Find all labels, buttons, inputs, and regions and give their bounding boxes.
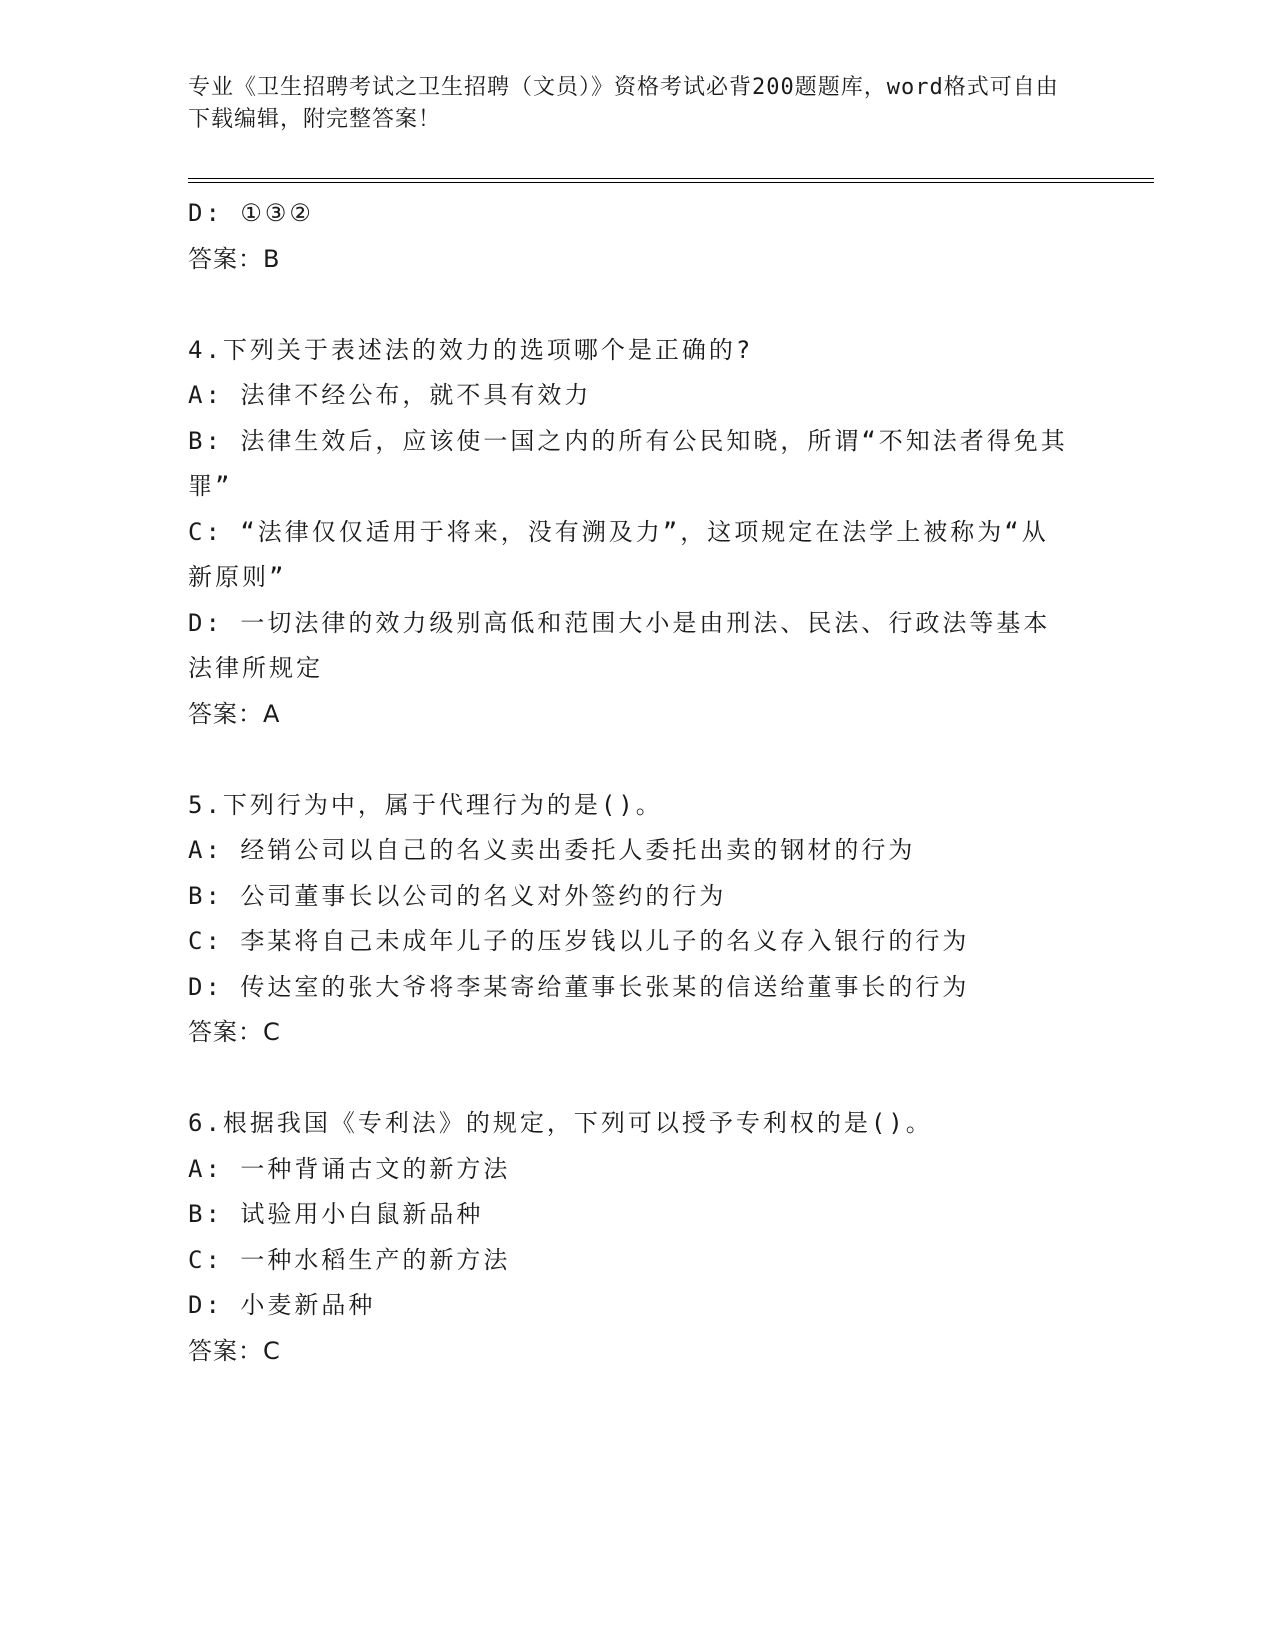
answer-line: 答案：C xyxy=(188,1336,281,1365)
answer-line: 答案：B xyxy=(188,244,281,273)
option-d: D: 传达室的张大爷将李某寄给董事长张某的信送给董事长的行为 xyxy=(188,972,970,1001)
option-b: B: 法律生效后，应该使一国之内的所有公民知晓，所谓“不知法者得免其罪” xyxy=(188,426,1068,500)
answer-line: 答案：A xyxy=(188,699,281,728)
option-a: A: 一种背诵古文的新方法 xyxy=(188,1154,511,1183)
option-b: B: 公司董事长以公司的名义对外签约的行为 xyxy=(188,881,727,910)
header-title: 专业《卫生招聘考试之卫生招聘（文员）》资格考试必背200题题库，word格式可自由下载编辑，附完整答案！ xyxy=(188,75,1059,132)
option-c: C: “法律仅仅适用于将来，没有溯及力”，这项规定在法学上被称为“从新原则” xyxy=(188,517,1049,591)
question-content xyxy=(188,191,1068,1374)
option-c: C: 李某将自己未成年儿子的压岁钱以儿子的名义存入银行的行为 xyxy=(188,927,970,955)
spacer xyxy=(188,282,1068,328)
question-block-5 xyxy=(188,783,1068,1056)
question-stem: 4.下列关于表述法的效力的选项哪个是正确的? xyxy=(188,335,754,364)
option-b: B: 试验用小白鼠新品种 xyxy=(188,1200,484,1228)
question-block-4 xyxy=(188,328,1068,738)
option-a: A: 经销公司以自己的名义卖出委托人委托出卖的钢材的行为 xyxy=(188,836,916,864)
question-stem: 5.下列行为中，属于代理行为的是()。 xyxy=(188,790,663,819)
question-stem: 6.根据我国《专利法》的规定，下列可以授予专利权的是()。 xyxy=(188,1109,933,1137)
option-c: C: 一种水稻生产的新方法 xyxy=(188,1245,511,1274)
spacer xyxy=(188,1056,1068,1102)
page-header xyxy=(188,72,1068,136)
header-rule-top xyxy=(188,178,1154,179)
option-d: D: 一切法律的效力级别高低和范围大小是由刑法、民法、行政法等基本法律所规定 xyxy=(188,608,1051,682)
spacer xyxy=(188,737,1068,783)
question-block-6 xyxy=(188,1101,1068,1374)
header-rule-bottom xyxy=(188,182,1154,183)
answer-line: 答案：C xyxy=(188,1018,281,1046)
option-a: A: 法律不经公布，就不具有效力 xyxy=(188,381,592,409)
option-d: D: 小麦新品种 xyxy=(188,1291,376,1319)
option-d: D: ①③② xyxy=(188,199,314,227)
